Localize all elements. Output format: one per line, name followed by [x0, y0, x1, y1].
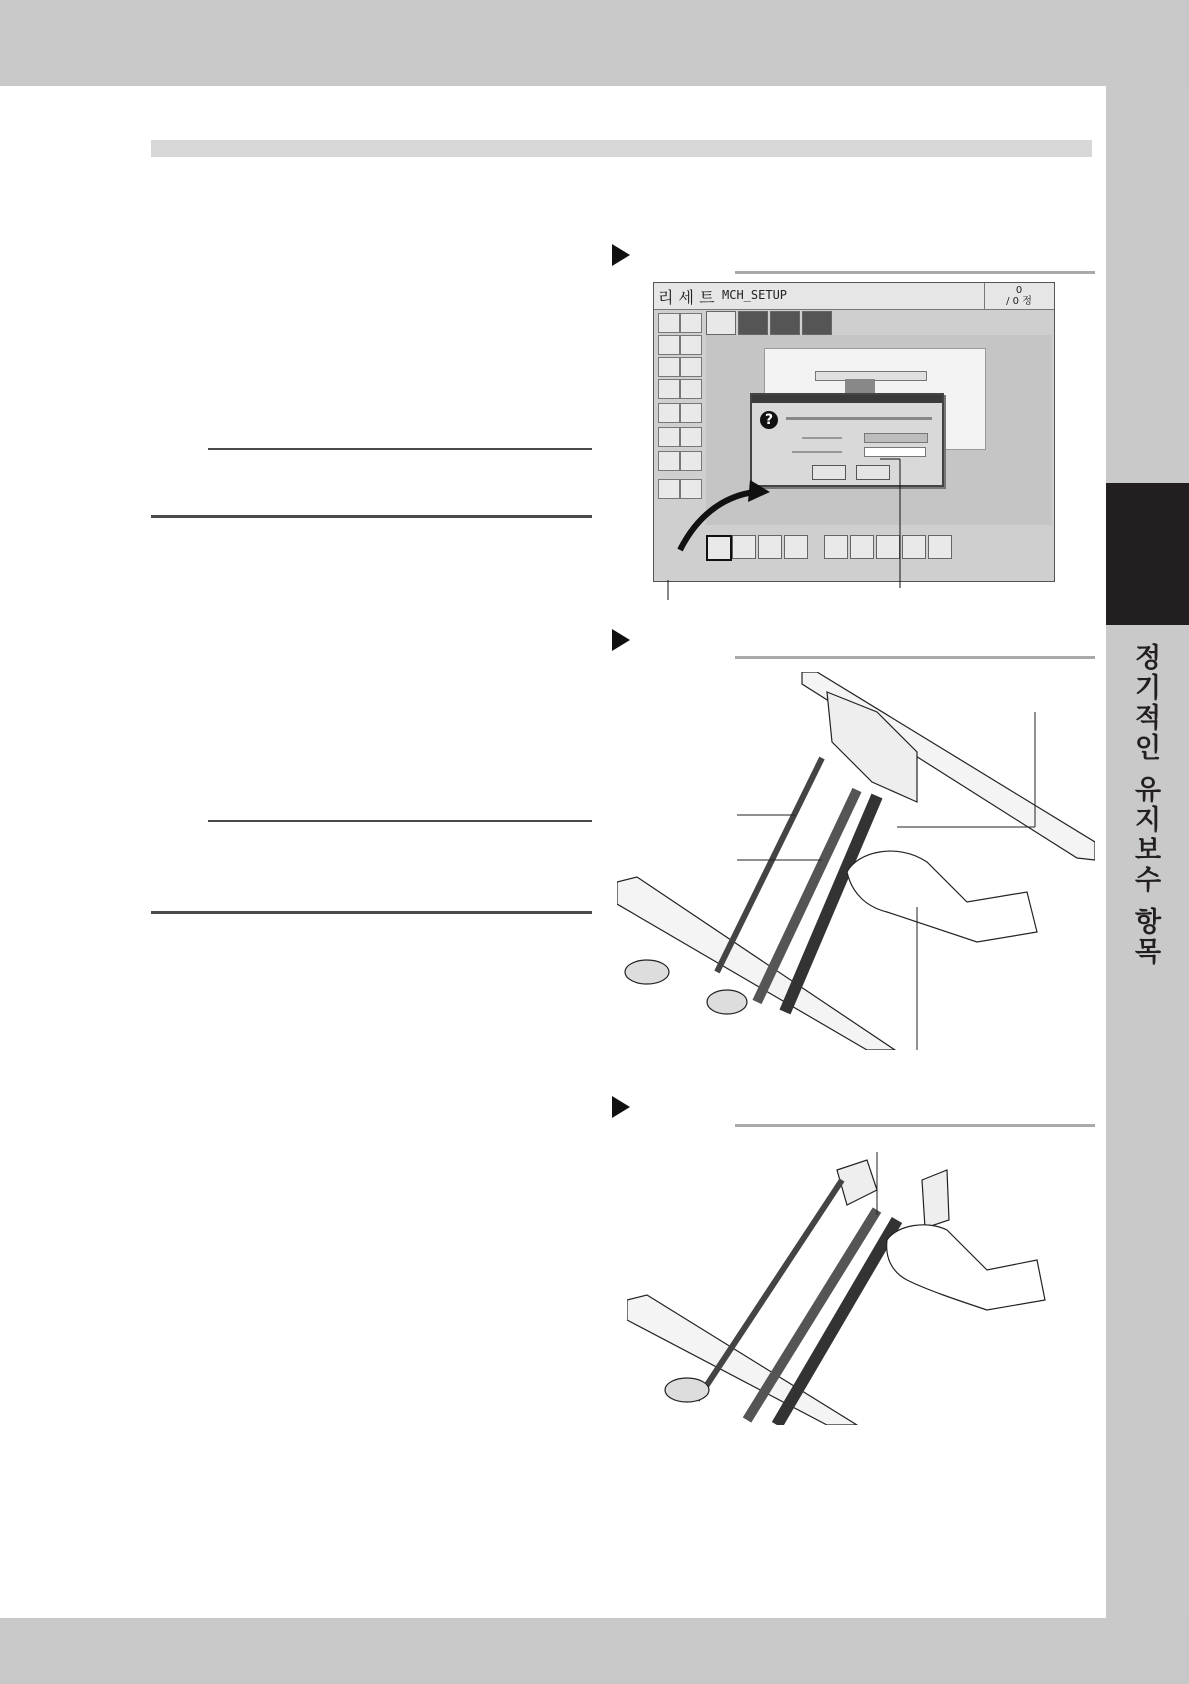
figure-rule [735, 1124, 1095, 1127]
step-rule-long [151, 911, 592, 914]
hand-illustration [887, 1225, 1045, 1310]
chapter-tab-char: 보 [1134, 835, 1162, 866]
chapter-tab-char: 유 [1134, 775, 1162, 806]
lower-rail [627, 1295, 857, 1425]
sidebar-button [680, 403, 702, 423]
screen-titlebar [654, 283, 1054, 310]
tab-second [738, 311, 768, 335]
figure-marker-icon [612, 629, 630, 651]
sidebar-button [658, 313, 680, 333]
tab-third [770, 311, 800, 335]
dialog-label-line [802, 437, 842, 439]
pulley [625, 960, 669, 984]
chapter-tab-char: 지 [1134, 805, 1162, 836]
step-rule-short [208, 448, 592, 450]
tab-conveyor [706, 311, 736, 335]
sidebar-button [658, 379, 680, 399]
chapter-tab-char: 항 [1134, 907, 1162, 938]
callout-lines-screenshot [640, 440, 960, 600]
figure-rule [735, 656, 1095, 659]
shaft-left [697, 1180, 842, 1400]
step-rule-long [151, 515, 592, 518]
pulley [665, 1378, 709, 1402]
screen-title: MCH_SETUP [722, 288, 788, 302]
sidebar-button [680, 357, 702, 377]
counter-value: 0 [1015, 285, 1023, 296]
hand-illustration [847, 851, 1037, 942]
dialog-titlebar [752, 395, 942, 403]
figure-marker-icon [612, 244, 630, 266]
pulley [707, 990, 747, 1014]
sidebar-button [680, 379, 702, 399]
top-block [922, 1170, 949, 1228]
chapter-tab-char: 정 [1134, 643, 1162, 674]
callout-arrow-head-icon [748, 480, 770, 502]
figure-rule [735, 271, 1095, 274]
sidebar-button [658, 403, 680, 423]
shaft-left [717, 758, 822, 972]
shaft-middle [747, 1210, 877, 1420]
question-icon: ? [760, 411, 778, 429]
chapter-tab-label [1128, 643, 1168, 967]
chapter-tab-char: 인 [1134, 733, 1162, 764]
chapter-tab-char: 적 [1134, 703, 1162, 734]
chapter-tab-char [1128, 895, 1168, 907]
step-rule-short [208, 820, 592, 822]
conveyor-illustration-shafts [617, 672, 1095, 1050]
curved-callout-arrow [680, 492, 755, 550]
bottom-margin-band [0, 1618, 1189, 1684]
conveyor-illustration-ballscrew [627, 1150, 1095, 1425]
chapter-tab-char [1128, 763, 1168, 775]
dialog-message-line [786, 417, 932, 420]
chapter-tab-block [1106, 483, 1189, 625]
sidebar-button [680, 313, 702, 333]
chapter-tab-char: 목 [1134, 937, 1162, 968]
counter-display [984, 283, 1053, 310]
chapter-tab-char: 수 [1134, 865, 1162, 896]
counter-suffix: / 0 정 [1006, 296, 1032, 307]
sidebar-button [658, 357, 680, 377]
figure-marker-icon [612, 1096, 630, 1118]
chapter-tab-char: 기 [1134, 673, 1162, 704]
reset-label: 리 세 트 [658, 288, 715, 307]
top-margin-band [0, 0, 1189, 86]
sidebar-button [680, 335, 702, 355]
tab-fourth [802, 311, 832, 335]
section-header-bar [151, 140, 1092, 157]
sidebar-button [658, 335, 680, 355]
board-block [845, 379, 875, 393]
